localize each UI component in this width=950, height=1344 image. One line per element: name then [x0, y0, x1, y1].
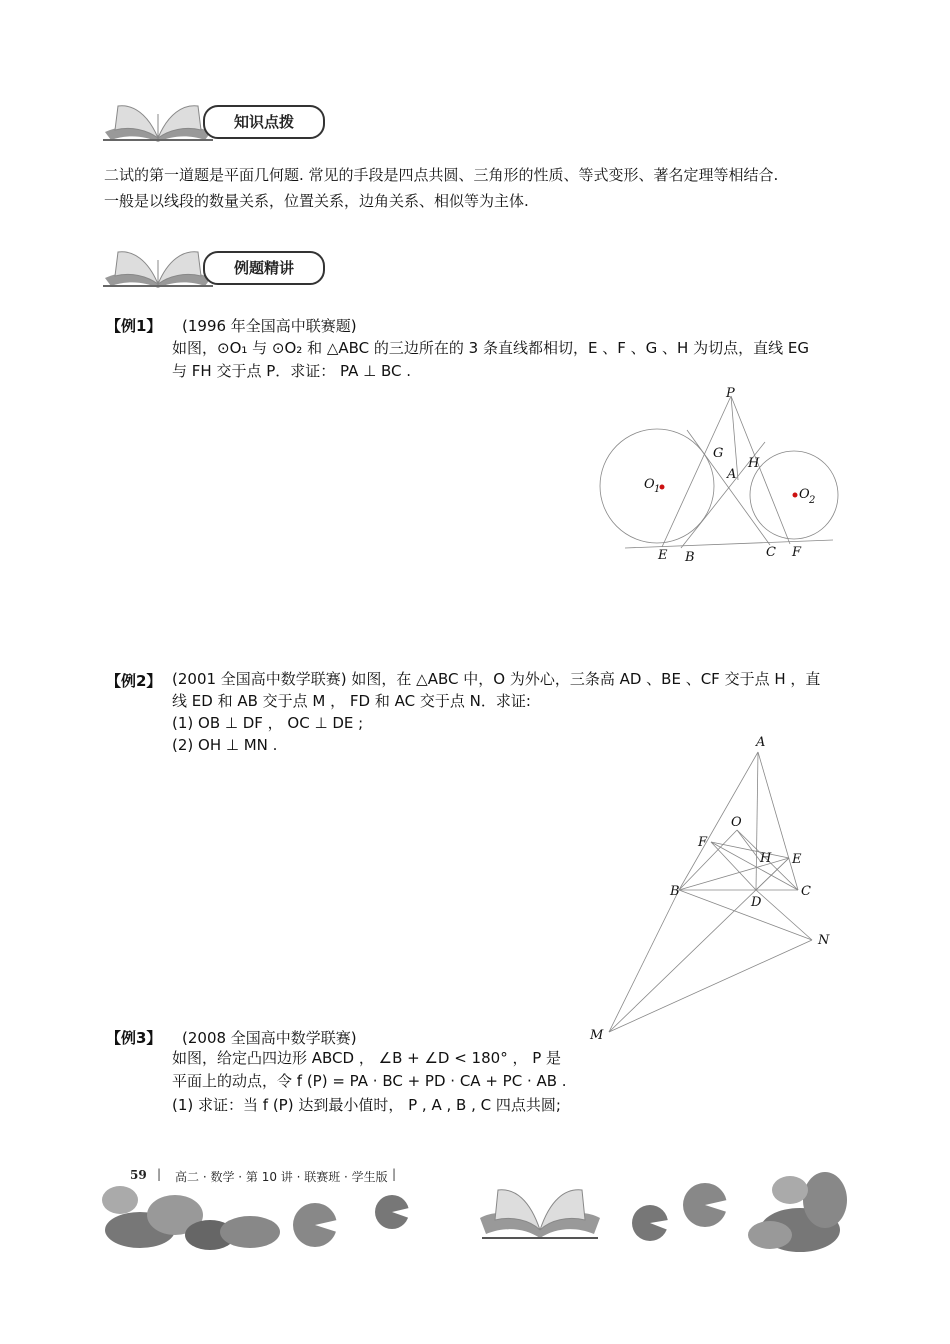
example-1-label: 【例1】: [106, 317, 162, 335]
example-3-label: 【例3】: [106, 1029, 162, 1047]
intro-line: 二试的第一道题是平面几何题. 常见的手段是四点共圆、三角形的性质、等式变形、著名定理等相结合.: [104, 166, 779, 184]
footer-divider: |: [392, 1167, 397, 1181]
label-b: B: [685, 550, 695, 565]
example-2-line: 线 ED 和 AB 交于点 M ， FD 和 AC 交于点 N．求证:: [172, 692, 531, 710]
label-n: N: [818, 933, 830, 948]
label-o2: O: [799, 487, 810, 502]
label-c: C: [766, 545, 776, 560]
page-number: 59: [130, 1168, 147, 1182]
section-title-examples: 例题精讲: [203, 251, 325, 285]
footer-divider: |: [157, 1167, 162, 1181]
open-book-icon: [103, 94, 213, 146]
label-o: O: [731, 815, 742, 830]
label-c: C: [801, 884, 811, 899]
label-p: P: [726, 386, 735, 401]
label-o1: O: [644, 477, 655, 492]
footer-decoration: [100, 1160, 850, 1255]
intro-line: 一般是以线段的数量关系，位置关系，边角关系、相似等为主体.: [104, 192, 529, 210]
label-f: F: [698, 835, 708, 850]
label-f: F: [792, 545, 802, 560]
example-1-line: 与 FH 交于点 P．求证： PA ⊥ BC .: [172, 362, 412, 380]
section-header-knowledge: [103, 92, 327, 150]
example-2-line: (1) OB ⊥ DF ， OC ⊥ DE ;: [172, 714, 364, 732]
intro-paragraph: [104, 162, 844, 214]
label-d: D: [751, 895, 762, 910]
example-2-label: 【例2】: [106, 672, 162, 690]
footer-text: 高二 · 数学 · 第 10 讲 · 联赛班 · 学生版: [175, 1170, 388, 1184]
label-e: E: [658, 548, 668, 563]
section-header-examples: [103, 238, 327, 296]
label-g: G: [713, 446, 724, 461]
example-2-line: (2) OH ⊥ MN .: [172, 736, 278, 754]
center-dot-o2: [793, 493, 798, 498]
label-m: M: [590, 1028, 604, 1043]
label-e: E: [792, 852, 802, 867]
label-a: A: [756, 735, 766, 750]
label-a: A: [727, 467, 737, 482]
figure-1: [595, 380, 845, 570]
label-o1-sub: 1: [654, 484, 661, 495]
label-h: H: [760, 851, 772, 866]
example-1-source: (1996 年全国高中联赛题): [182, 317, 357, 335]
example-3-line: 平面上的动点，令 f (P) = PA · BC + PD · CA + PC · AB .: [172, 1072, 567, 1090]
example-2-line: (2001 全国高中数学联赛) 如图，在 △ABC 中，O 为外心，三条高 AD 、BE 、CF 交于点 H ，直: [172, 670, 821, 688]
label-h: H: [748, 456, 760, 471]
open-book-icon: [480, 1190, 600, 1238]
figure-2: [585, 730, 845, 1045]
example-3-line: 如图，给定凸四边形 ABCD ， ∠B + ∠D < 180° ， P 是: [172, 1049, 562, 1067]
example-3-source: (2008 全国高中数学联赛): [182, 1029, 357, 1047]
label-o2-sub: 2: [809, 495, 816, 506]
example-3-line: (1) 求证：当 f (P) 达到最小值时， P , A , B , C 四点共圆;: [172, 1096, 561, 1114]
section-title-knowledge: 知识点拨: [203, 105, 325, 139]
label-b: B: [670, 884, 680, 899]
leaf-icon: [102, 1186, 280, 1250]
example-1-line: 如图，⊙O₁ 与 ⊙O₂ 和 △ABC 的三边所在的 3 条直线都相切，E 、F 、G 、H 为切点，直线 EG: [172, 339, 809, 357]
open-book-icon: [103, 240, 213, 292]
leaf-icon: [748, 1172, 847, 1252]
